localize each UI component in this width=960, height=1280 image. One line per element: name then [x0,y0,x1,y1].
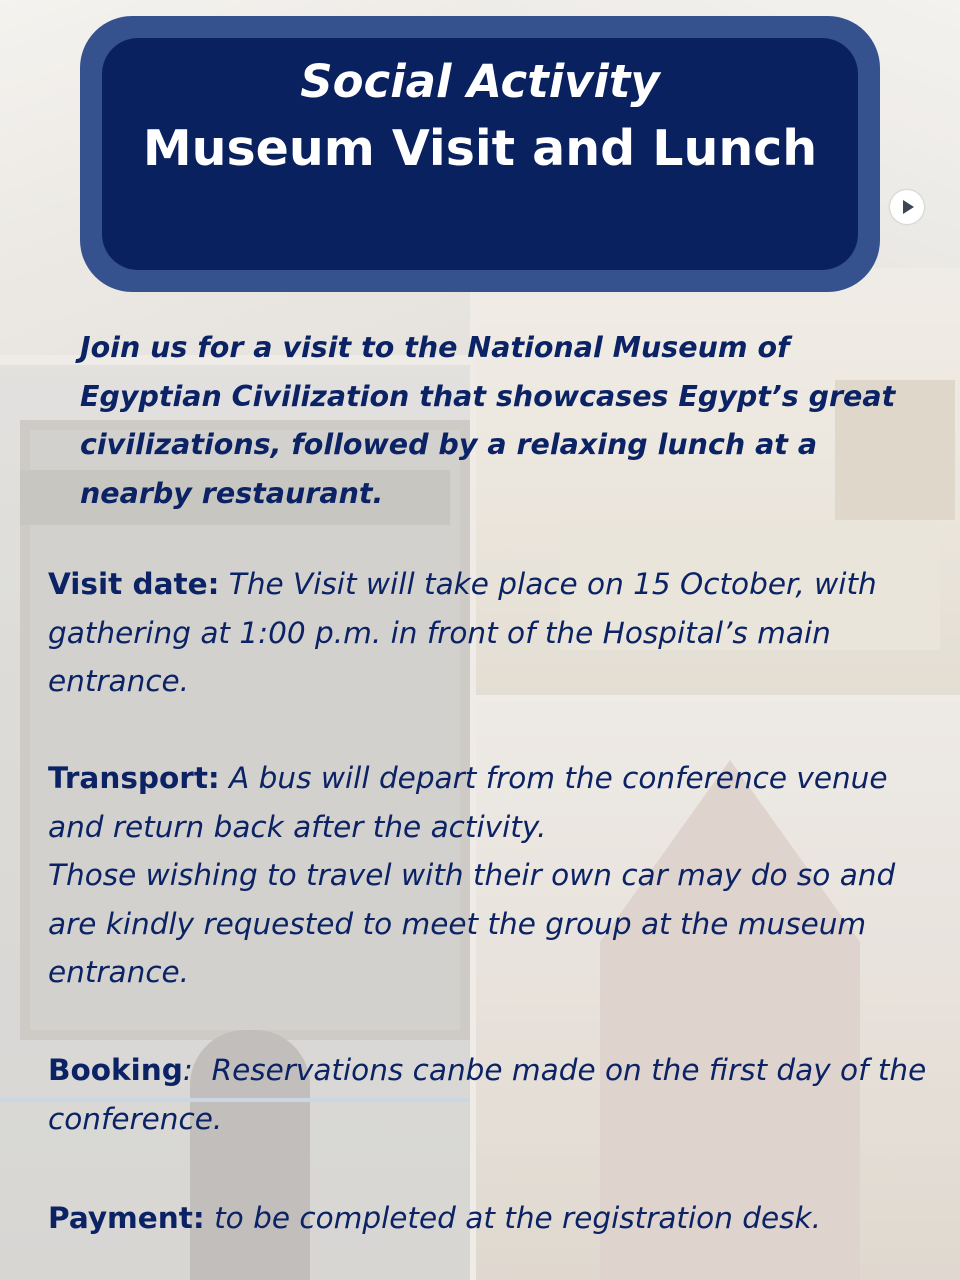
transport-section [48,754,948,997]
visit-date-label: Visit date: [48,567,220,601]
title-banner [80,16,880,292]
page-title: Museum Visit and Lunch [142,120,818,177]
transport-own-car-text: Those wishing to travel with their own car may do so and are kindly requested to meet the group at the museum entrance. [48,858,896,989]
intro-paragraph: Join us for a visit to the National Museum of Egyptian Civilization that showcases Egypt’s great civilizations, followed by a relaxing lunch at a nearby restaurant. [80,331,896,510]
booking-section [48,1046,948,1143]
booking-colon: : [182,1053,193,1087]
booking-label: Booking [48,1053,183,1087]
transport-text: A bus will depart from the conference venue and return back after the activity. [48,761,888,844]
title-banner-inner [102,38,858,270]
transport-label: Transport: [48,761,220,795]
payment-text: to be completed at the registration desk. [214,1201,821,1235]
visit-date-section [48,560,948,706]
payment-section [48,1194,948,1243]
payment-label: Payment: [48,1201,205,1235]
booking-text: Reservations canbe made on the first day of the conference. [48,1053,927,1136]
subtitle: Social Activity [300,55,660,108]
visit-date-text: The Visit will take place on 15 October, with gathering at 1:00 p.m. in front of the Hospital’s main entrance. [48,567,877,698]
play-icon[interactable] [890,190,924,224]
